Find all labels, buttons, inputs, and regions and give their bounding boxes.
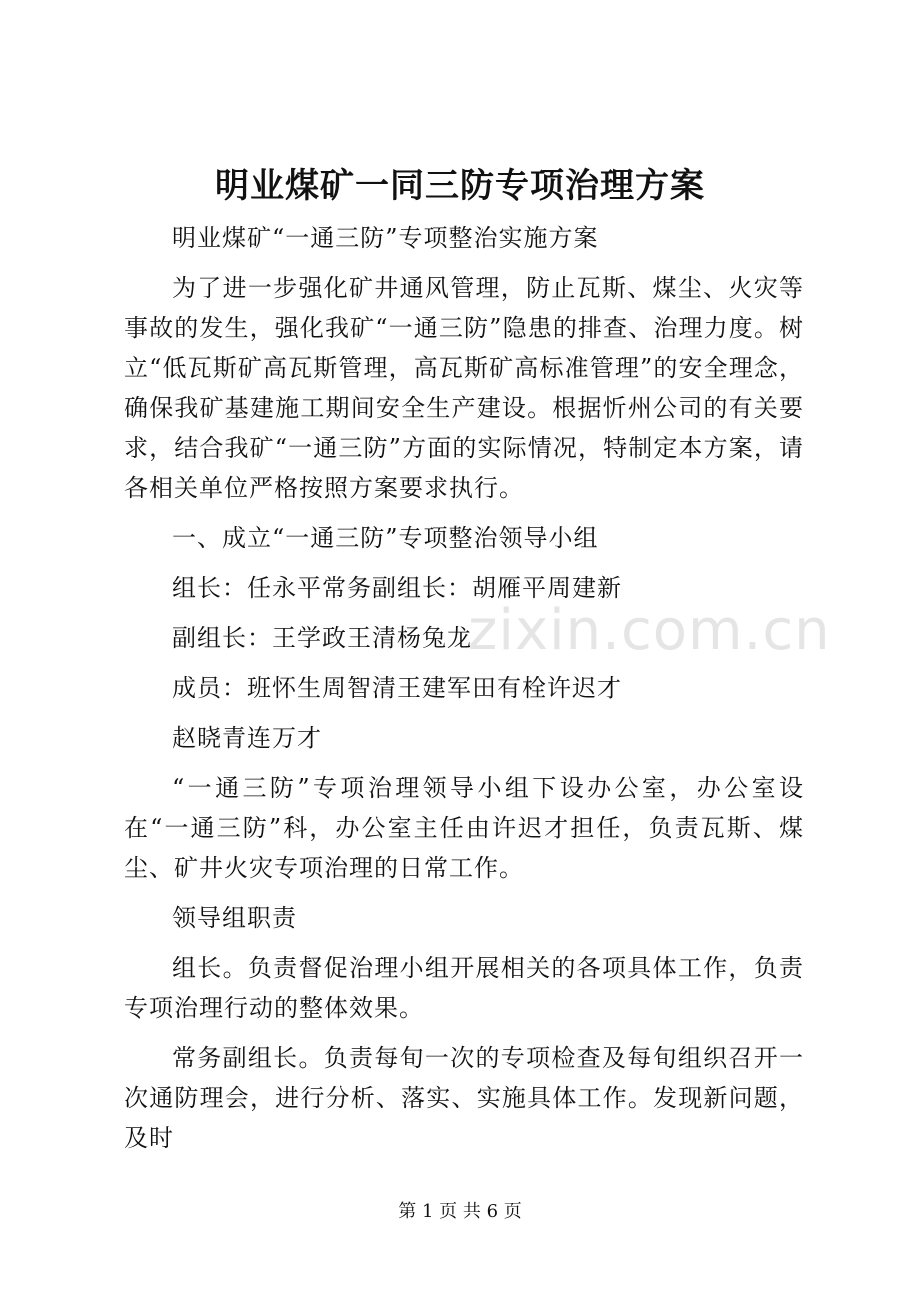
- paragraph-5: 副组长：王学政王清杨兔龙: [172, 624, 472, 652]
- paragraph-9: 领导组职责: [172, 904, 297, 932]
- paragraph-11: 常务副组长。负责每旬一次的专项检查及每旬组织召开一次通防理会，进行分析、落实、实施具体工作。发现新问题，及时: [124, 1044, 804, 1152]
- paragraph-6: 成员：班怀生周智清王建军田有栓许迟才: [172, 674, 622, 702]
- page-footer: 第 1 页 共 6 页: [398, 1201, 522, 1222]
- paragraph-10: 组长。负责督促治理小组开展相关的各项具体工作，负责专项治理行动的整体效果。: [124, 954, 804, 1022]
- document-title: 明业煤矿一同三防专项治理方案: [215, 166, 705, 206]
- paragraph-4: 组长：任永平常务副组长：胡雁平周建新: [172, 574, 622, 602]
- paragraph-1: 明业煤矿“一通三防”专项整治实施方案: [172, 224, 599, 252]
- document-body: [124, 218, 804, 1168]
- paragraph-7: 赵晓青连万才: [172, 724, 322, 752]
- watermark: zixin.com.cn: [468, 598, 831, 663]
- paragraph-2: 为了进一步强化矿井通风管理，防止瓦斯、煤尘、火灾等事故的发生，强化我矿“一通三防”隐患的排查、治理力度。树立“低瓦斯矿高瓦斯管理，高瓦斯矿高标准管理”的安全理念，确保我矿基建施工期间安全生产建设。根据忻州公司的有关要求，结合我矿“一通三防”方面的实际情况，特制定本方案，请各相关单位严格按照方案要求执行。: [124, 274, 804, 502]
- paragraph-3: 一、成立“一通三防”专项整治领导小组: [172, 524, 599, 552]
- paragraph-8: “一通三防”专项治理领导小组下设办公室，办公室设在“一通三防”科，办公室主任由许迟才担任，负责瓦斯、煤尘、矿井火灾专项治理的日常工作。: [124, 774, 804, 882]
